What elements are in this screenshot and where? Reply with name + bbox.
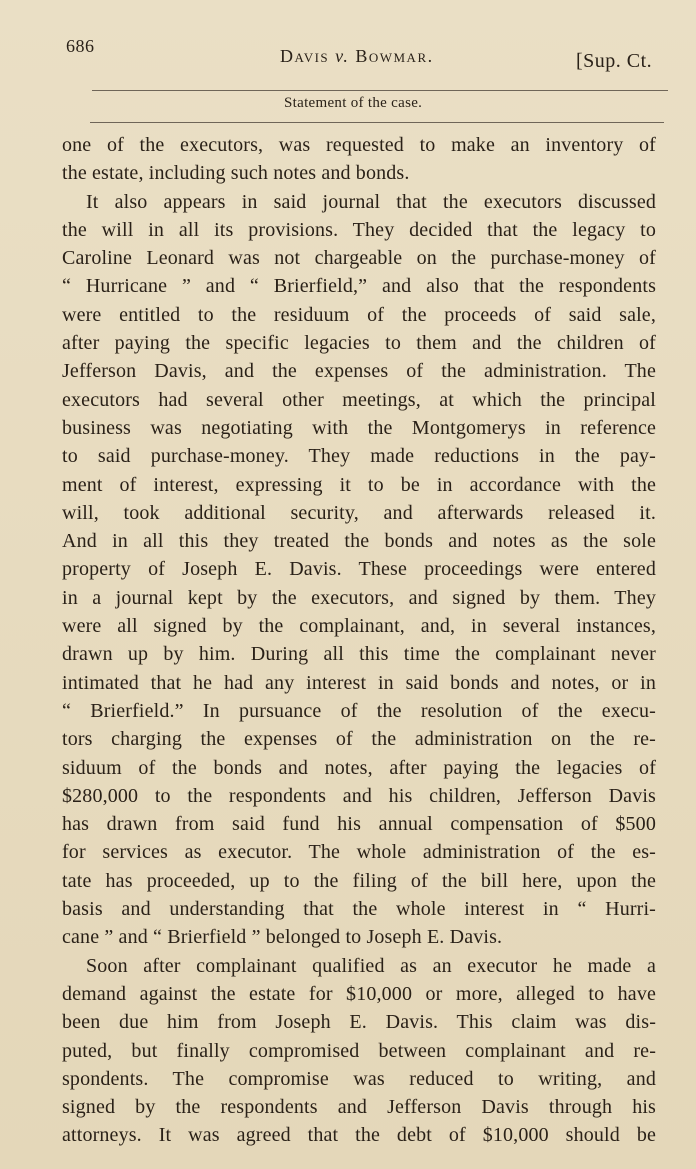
- text-line: after paying the specific legacies to them and the children of: [62, 332, 656, 355]
- text-line: property of Joseph E. Davis. These proceedings were entered: [62, 558, 656, 581]
- text-line: cane ” and “ Brierfield ” belonged to Joseph E. Davis.: [62, 926, 503, 949]
- text-line: “ Brierfield.” In pursuance of the resolution of the execu-: [62, 699, 656, 722]
- text-line: spondents. The compromise was reduced to writing, and: [62, 1067, 656, 1090]
- text-line: business was negotiating with the Montgomerys in reference: [62, 416, 656, 439]
- text-line: executors had several other meetings, at which the principal: [62, 388, 656, 411]
- page-header: [66, 36, 676, 76]
- title-plaintiff: Davis: [280, 46, 330, 66]
- running-title: [280, 46, 434, 67]
- text-line: intimated that he had any interest in said bonds and notes, or in: [62, 671, 656, 694]
- text-line: signed by the respondents and Jefferson Davis through his: [62, 1096, 656, 1119]
- text-line: were all signed by the complainant, and, in several instances,: [62, 615, 656, 638]
- text-line: demand against the estate for $10,000 or more, alleged to have: [62, 982, 656, 1005]
- section-subheading: Statement of the case.: [284, 95, 423, 111]
- text-line: been due him from Joseph E. Davis. This claim was dis-: [62, 1011, 656, 1034]
- page-number: 686: [66, 36, 95, 56]
- court-label: [Sup. Ct.: [576, 50, 653, 72]
- text-line: “ Hurricane ” and “ Brierfield,” and also that the respondents: [62, 275, 656, 298]
- text-line: Soon after complainant qualified as an executor he made a: [86, 954, 656, 977]
- text-line: attorneys. It was agreed that the debt of $10,000 should be: [62, 1124, 656, 1147]
- text-line: It also appears in said journal that the executors discussed: [86, 190, 656, 213]
- text-line: And in all this they treated the bonds and notes as the sole: [62, 530, 656, 553]
- text-line: ment of interest, expressing it to be in accordance with the: [62, 473, 656, 496]
- title-vs: v.: [335, 46, 350, 66]
- text-line: Caroline Leonard was not chargeable on the purchase-money of: [62, 247, 656, 270]
- text-line: Jefferson Davis, and the expenses of the administration. The: [62, 360, 656, 383]
- text-line: $280,000 to the respondents and his children, Jefferson Davis: [62, 784, 656, 807]
- text-line: the estate, including such notes and bonds.: [62, 162, 410, 185]
- header-rule-top: [92, 90, 668, 91]
- text-line: has drawn from said fund his annual compensation of $500: [62, 813, 656, 836]
- text-line: were entitled to the residuum of the proceeds of said sale,: [62, 303, 656, 326]
- text-line: will, took additional security, and afterwards released it.: [62, 501, 656, 524]
- text-line: in a journal kept by the executors, and signed by them. They: [62, 586, 656, 609]
- body-text: [62, 131, 656, 1150]
- text-line: tate has proceeded, up to the filing of the bill here, upon the: [62, 869, 656, 892]
- text-line: siduum of the bonds and notes, after paying the legacies of: [62, 756, 656, 779]
- text-line: tors charging the expenses of the administration on the re-: [62, 728, 656, 751]
- text-line: basis and understanding that the whole interest in “ Hurri-: [62, 898, 656, 921]
- text-line: for services as executor. The whole administration of the es-: [62, 841, 656, 864]
- header-rule-bottom: [90, 122, 664, 123]
- text-line: to said purchase-money. They made reductions in the pay-: [62, 445, 656, 468]
- text-line: drawn up by him. During all this time the complainant never: [62, 643, 656, 666]
- text-line: the will in all its provisions. They decided that the legacy to: [62, 218, 656, 241]
- text-line: one of the executors, was requested to make an inventory of: [62, 134, 656, 156]
- text-line: puted, but finally compromised between complainant and re-: [62, 1039, 656, 1062]
- title-defendant: Bowmar.: [355, 46, 434, 66]
